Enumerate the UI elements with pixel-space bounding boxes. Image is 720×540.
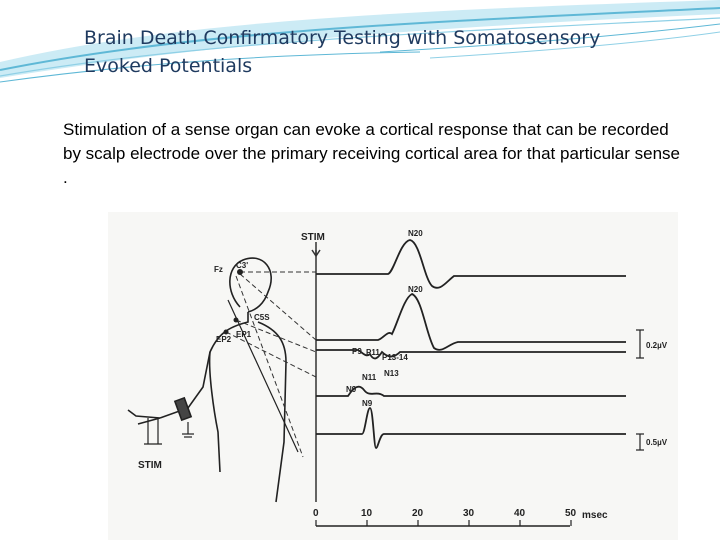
fz-label: Fz <box>214 265 223 274</box>
time-unit-label: msec <box>582 510 608 521</box>
scale-0-2uv-label: 0.2µV <box>646 341 668 350</box>
scale-0-5uv-label: 0.5µV <box>646 438 668 447</box>
time-axis-tick-label: 20 <box>412 508 424 519</box>
stim-top-label: STIM <box>301 232 325 243</box>
stim-bottom-label: STIM <box>138 460 162 471</box>
time-axis-tick-label: 30 <box>463 508 475 519</box>
peak-n13-label: N13 <box>384 369 399 378</box>
time-axis-tick-label: 0 <box>313 508 319 519</box>
peak-n9b-label: N9 <box>362 399 373 408</box>
time-axis-tick-label: 50 <box>565 508 577 519</box>
c3-label: C3' <box>236 261 249 270</box>
time-axis-tick-label: 40 <box>514 508 526 519</box>
ep-electrode-dot <box>224 330 229 335</box>
peak-p9-label: P9 <box>352 347 362 356</box>
peak-n20a-label: N20 <box>408 229 423 238</box>
peak-p11-label: P11 <box>366 348 380 357</box>
peak-n9a-label: N9 <box>346 385 357 394</box>
slide-body-text: Stimulation of a sense organ can evoke a cortical response that can be recorded by scalp electrode over the primary receiving cortical area for that particular sense . <box>63 120 681 187</box>
ep1-label: EP1 <box>236 330 252 339</box>
time-axis-tick-label: 10 <box>361 508 373 519</box>
peak-n20b-label: N20 <box>408 285 423 294</box>
slide-title: Brain Death Confirmatory Testing with Somatosensory Evoked Potentials <box>84 27 601 77</box>
sep-figure <box>108 212 678 540</box>
peak-n11-label: N11 <box>362 373 377 382</box>
ep2-label: EP2 <box>216 335 232 344</box>
c5s-electrode-dot <box>234 318 239 323</box>
peak-p13-14-label: P13-14 <box>382 353 408 362</box>
c5s-label: C5S <box>254 313 270 322</box>
